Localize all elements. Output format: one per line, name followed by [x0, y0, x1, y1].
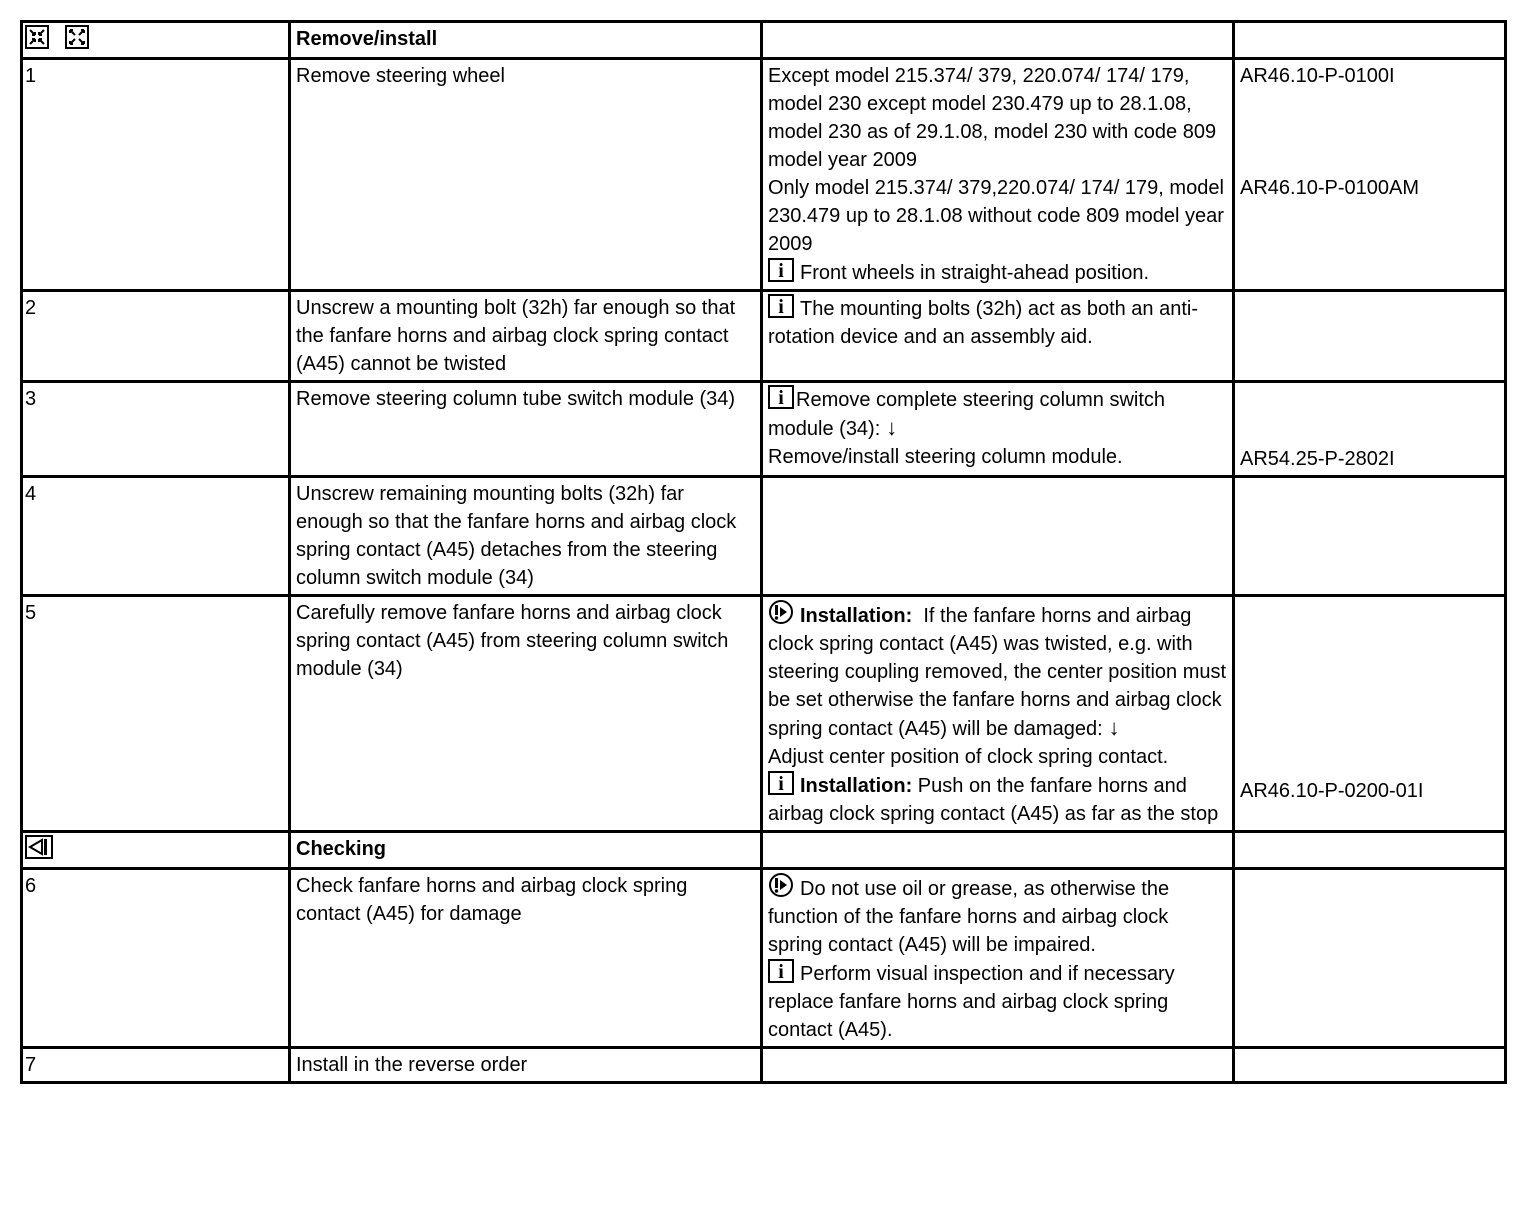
info-icon — [768, 258, 794, 282]
step-notes — [762, 596, 1234, 832]
section-header-remove-install — [22, 22, 1506, 59]
caution-icon — [768, 599, 794, 625]
svg-text:i: i — [778, 296, 784, 318]
step-action: Check fanfare horns and airbag clock spring contact (A45) for damage — [290, 869, 762, 1048]
step-row — [22, 382, 1506, 477]
note-text: Push on the fanfare horns and airbag clock spring contact (A45) as far as the stop — [768, 775, 1219, 825]
section-title: Remove/install — [290, 22, 762, 59]
step-number: 2 — [22, 291, 290, 382]
remove-icon — [25, 25, 49, 49]
step-action: Remove steering wheel — [290, 59, 762, 291]
svg-text:i: i — [778, 387, 784, 409]
caution-icon — [768, 872, 794, 898]
empty-cell — [1234, 1048, 1506, 1083]
note-text: Front wheels in straight-ahead position. — [800, 262, 1150, 284]
svg-text:i: i — [778, 260, 784, 282]
warning-label: Installation: — [800, 605, 913, 627]
step-notes — [762, 59, 1234, 291]
step-number: 5 — [22, 596, 290, 832]
step-row — [22, 291, 1506, 382]
step-number: 1 — [22, 59, 290, 291]
empty-cell — [1234, 832, 1506, 869]
install-icon — [65, 25, 89, 49]
step-row — [22, 596, 1506, 832]
step-action: Install in the reverse order — [290, 1048, 762, 1083]
note-text: The mounting bolts (32h) act as both an anti-rotation device and an assembly aid. — [768, 298, 1199, 348]
step-notes — [762, 291, 1234, 382]
info-note — [768, 771, 1228, 828]
document-reference[interactable]: AR46.10-P-0100AM — [1240, 177, 1419, 199]
step-row — [22, 1048, 1506, 1083]
document-reference[interactable]: AR46.10-P-0100I — [1240, 65, 1395, 87]
step-notes — [762, 869, 1234, 1048]
step-refs — [1234, 596, 1506, 832]
link-text[interactable]: Adjust center position of clock spring contact. — [768, 746, 1169, 768]
svg-text:i: i — [778, 773, 784, 795]
step-refs — [1234, 59, 1506, 291]
section-icons-cell — [22, 832, 290, 869]
empty-cell — [762, 1048, 1234, 1083]
note-text: If the fanfare horns and airbag clock spring contact (A45) was twisted, e.g. with steering coupling removed, the center position must be set otherwise the fanfare horns and airbag clock spring contact (A45) will be damaged: — [768, 605, 1227, 740]
note-text: Except model 215.374/ 379, 220.074/ 174/ 179, model 230 except model 230.479 up to 28.1.08, model 230 as of 29.1.08, model 230 with code 809 model year 2009 — [768, 65, 1217, 171]
checking-icon — [25, 835, 53, 859]
info-icon — [768, 294, 794, 318]
empty-cell — [1234, 477, 1506, 596]
document-reference[interactable]: AR46.10-P-0200-01I — [1240, 780, 1424, 802]
empty-cell — [1234, 291, 1506, 382]
down-arrow-icon: ↓ — [886, 415, 898, 440]
info-icon — [768, 959, 794, 983]
step-row — [22, 59, 1506, 291]
note-text: Only model 215.374/ 379,220.074/ 174/ 179, model 230.479 up to 28.1.08 without code 809 model year 2009 — [768, 177, 1224, 255]
info-icon — [768, 385, 794, 409]
info-note — [768, 959, 1228, 1044]
info-icon — [768, 771, 794, 795]
empty-cell — [1234, 869, 1506, 1048]
step-row — [22, 869, 1506, 1048]
step-action: Unscrew a mounting bolt (32h) far enough so that the fanfare horns and airbag clock spring contact (A45) cannot be twisted — [290, 291, 762, 382]
step-notes — [762, 382, 1234, 477]
procedure-table — [20, 20, 1507, 1084]
section-header-checking — [22, 832, 1506, 869]
info-label: Installation: — [800, 775, 913, 797]
document-reference[interactable]: AR54.25-P-2802I — [1240, 448, 1395, 470]
step-action: Unscrew remaining mounting bolts (32h) far enough so that the fanfare horns and airbag clock spring contact (A45) detaches from the steering column switch module (34) — [290, 477, 762, 596]
link-text[interactable]: Remove/install steering column module. — [768, 446, 1123, 468]
section-title: Checking — [290, 832, 762, 869]
step-number: 6 — [22, 869, 290, 1048]
step-number: 3 — [22, 382, 290, 477]
step-row — [22, 477, 1506, 596]
note-text: Do not use oil or grease, as otherwise the function of the fanfare horns and airbag clock spring contact (A45) will be impaired. — [768, 878, 1170, 956]
empty-cell — [1234, 22, 1506, 59]
step-number: 7 — [22, 1048, 290, 1083]
step-action: Remove steering column tube switch module (34) — [290, 382, 762, 477]
step-number: 4 — [22, 477, 290, 596]
warning-note — [768, 872, 1228, 959]
info-note — [768, 258, 1228, 287]
note-text: Perform visual inspection and if necessary replace fanfare horns and airbag clock spring contact (A45). — [768, 963, 1175, 1041]
section-icons-cell — [22, 22, 290, 59]
svg-text:i: i — [778, 961, 784, 983]
empty-cell — [762, 22, 1234, 59]
warning-note — [768, 599, 1228, 743]
note-text: Remove complete steering column switch module (34): — [768, 389, 1166, 440]
empty-cell — [762, 477, 1234, 596]
empty-cell — [762, 832, 1234, 869]
step-action: Carefully remove fanfare horns and airbag clock spring contact (A45) from steering column switch module (34) — [290, 596, 762, 832]
step-refs — [1234, 382, 1506, 477]
down-arrow-icon: ↓ — [1108, 715, 1120, 740]
